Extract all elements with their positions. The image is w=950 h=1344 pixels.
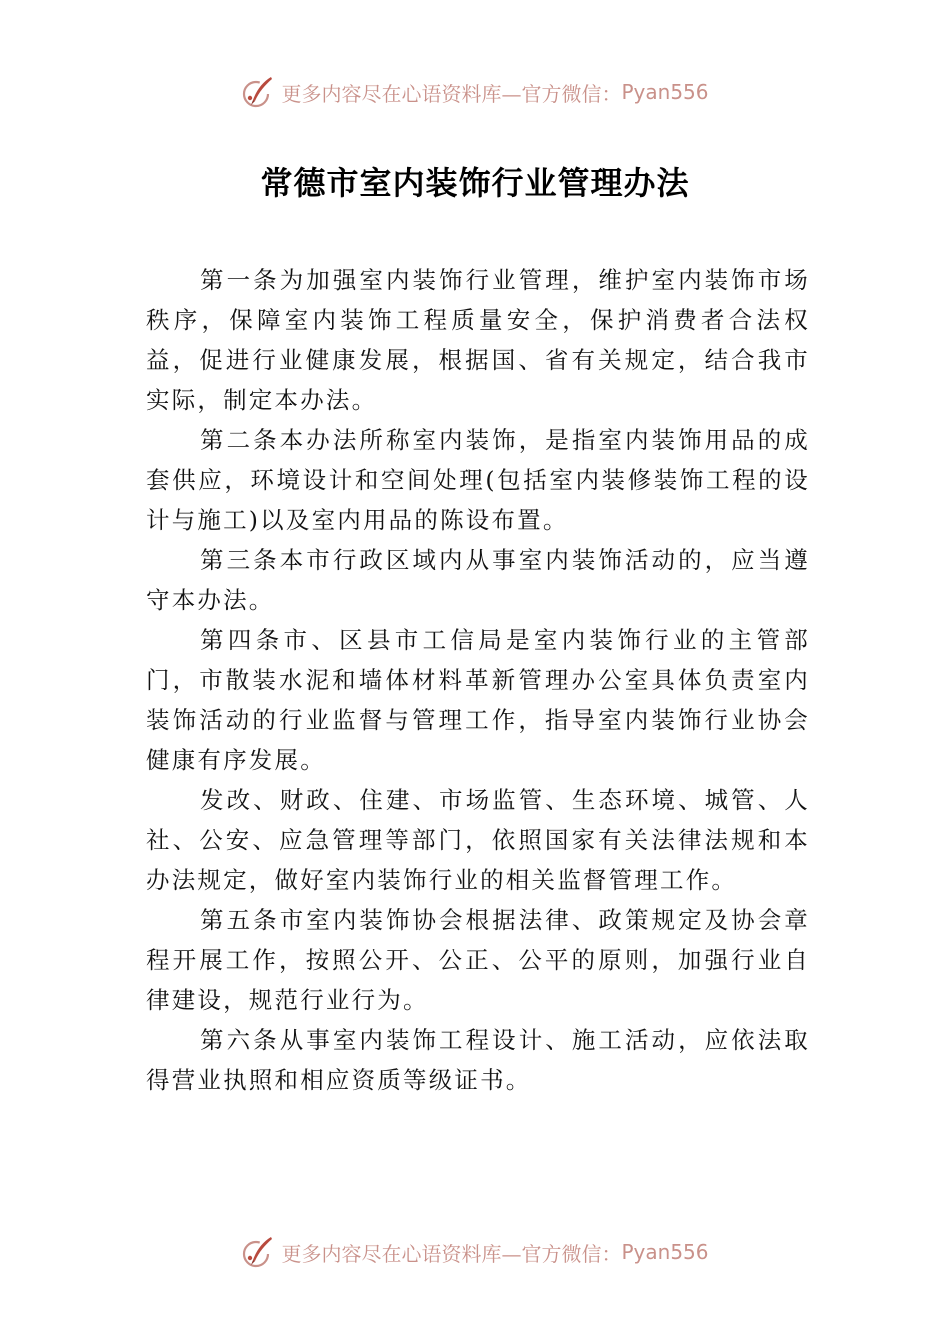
paragraph-article-4: 第四条市、区县市工信局是室内装饰行业的主管部门，市散装水泥和墙体材料革新管理办公室具体负责室内装饰活动的行业监督与管理工作，指导室内装饰行业协会健康有序发展。: [146, 626, 810, 774]
document-title: 常德市室内装饰行业管理办法: [260, 164, 690, 202]
watermark-wechat-id: Pyan556: [621, 80, 709, 104]
footer-watermark: [0, 1232, 950, 1272]
header-watermark: [0, 72, 950, 112]
paragraph-article-2: 第二条本办法所称室内装饰，是指室内装饰用品的成套供应，环境设计和空间处理(包括室内装修装饰工程的设计与施工)以及室内用品的陈设布置。: [146, 426, 810, 534]
document-body: [146, 260, 810, 1100]
paragraph-article-5: 第五条市室内装饰协会根据法律、政策规定及协会章程开展工作，按照公开、公正、公平的原则，加强行业自律建设，规范行业行为。: [146, 906, 810, 1014]
quill-pen-logo-icon: [241, 74, 277, 110]
paragraph-article-6: 第六条从事室内装饰工程设计、施工活动，应依法取得营业执照和相应资质等级证书。: [146, 1026, 810, 1094]
paragraph-article-1: 第一条为加强室内装饰行业管理，维护室内装饰市场秩序，保障室内装饰工程质量安全，保护消费者合法权益，促进行业健康发展，根据国、省有关规定，结合我市实际，制定本办法。: [146, 266, 810, 414]
watermark-wechat-id: Pyan556: [621, 1240, 709, 1264]
watermark-text: 更多内容尽在心语资料库—官方微信：: [281, 81, 622, 106]
footer-watermark-inner: [241, 1234, 708, 1270]
watermark-text: 更多内容尽在心语资料库—官方微信：: [281, 1241, 622, 1266]
paragraph-article-3: 第三条本市行政区域内从事室内装饰活动的，应当遵守本办法。: [146, 546, 810, 614]
header-watermark-inner: [241, 74, 708, 110]
quill-pen-logo-icon: [241, 1234, 277, 1270]
paragraph-article-4-continued: 发改、财政、住建、市场监管、生态环境、城管、人社、公安、应急管理等部门，依照国家有关法律法规和本办法规定，做好室内装饰行业的相关监督管理工作。: [146, 786, 810, 894]
